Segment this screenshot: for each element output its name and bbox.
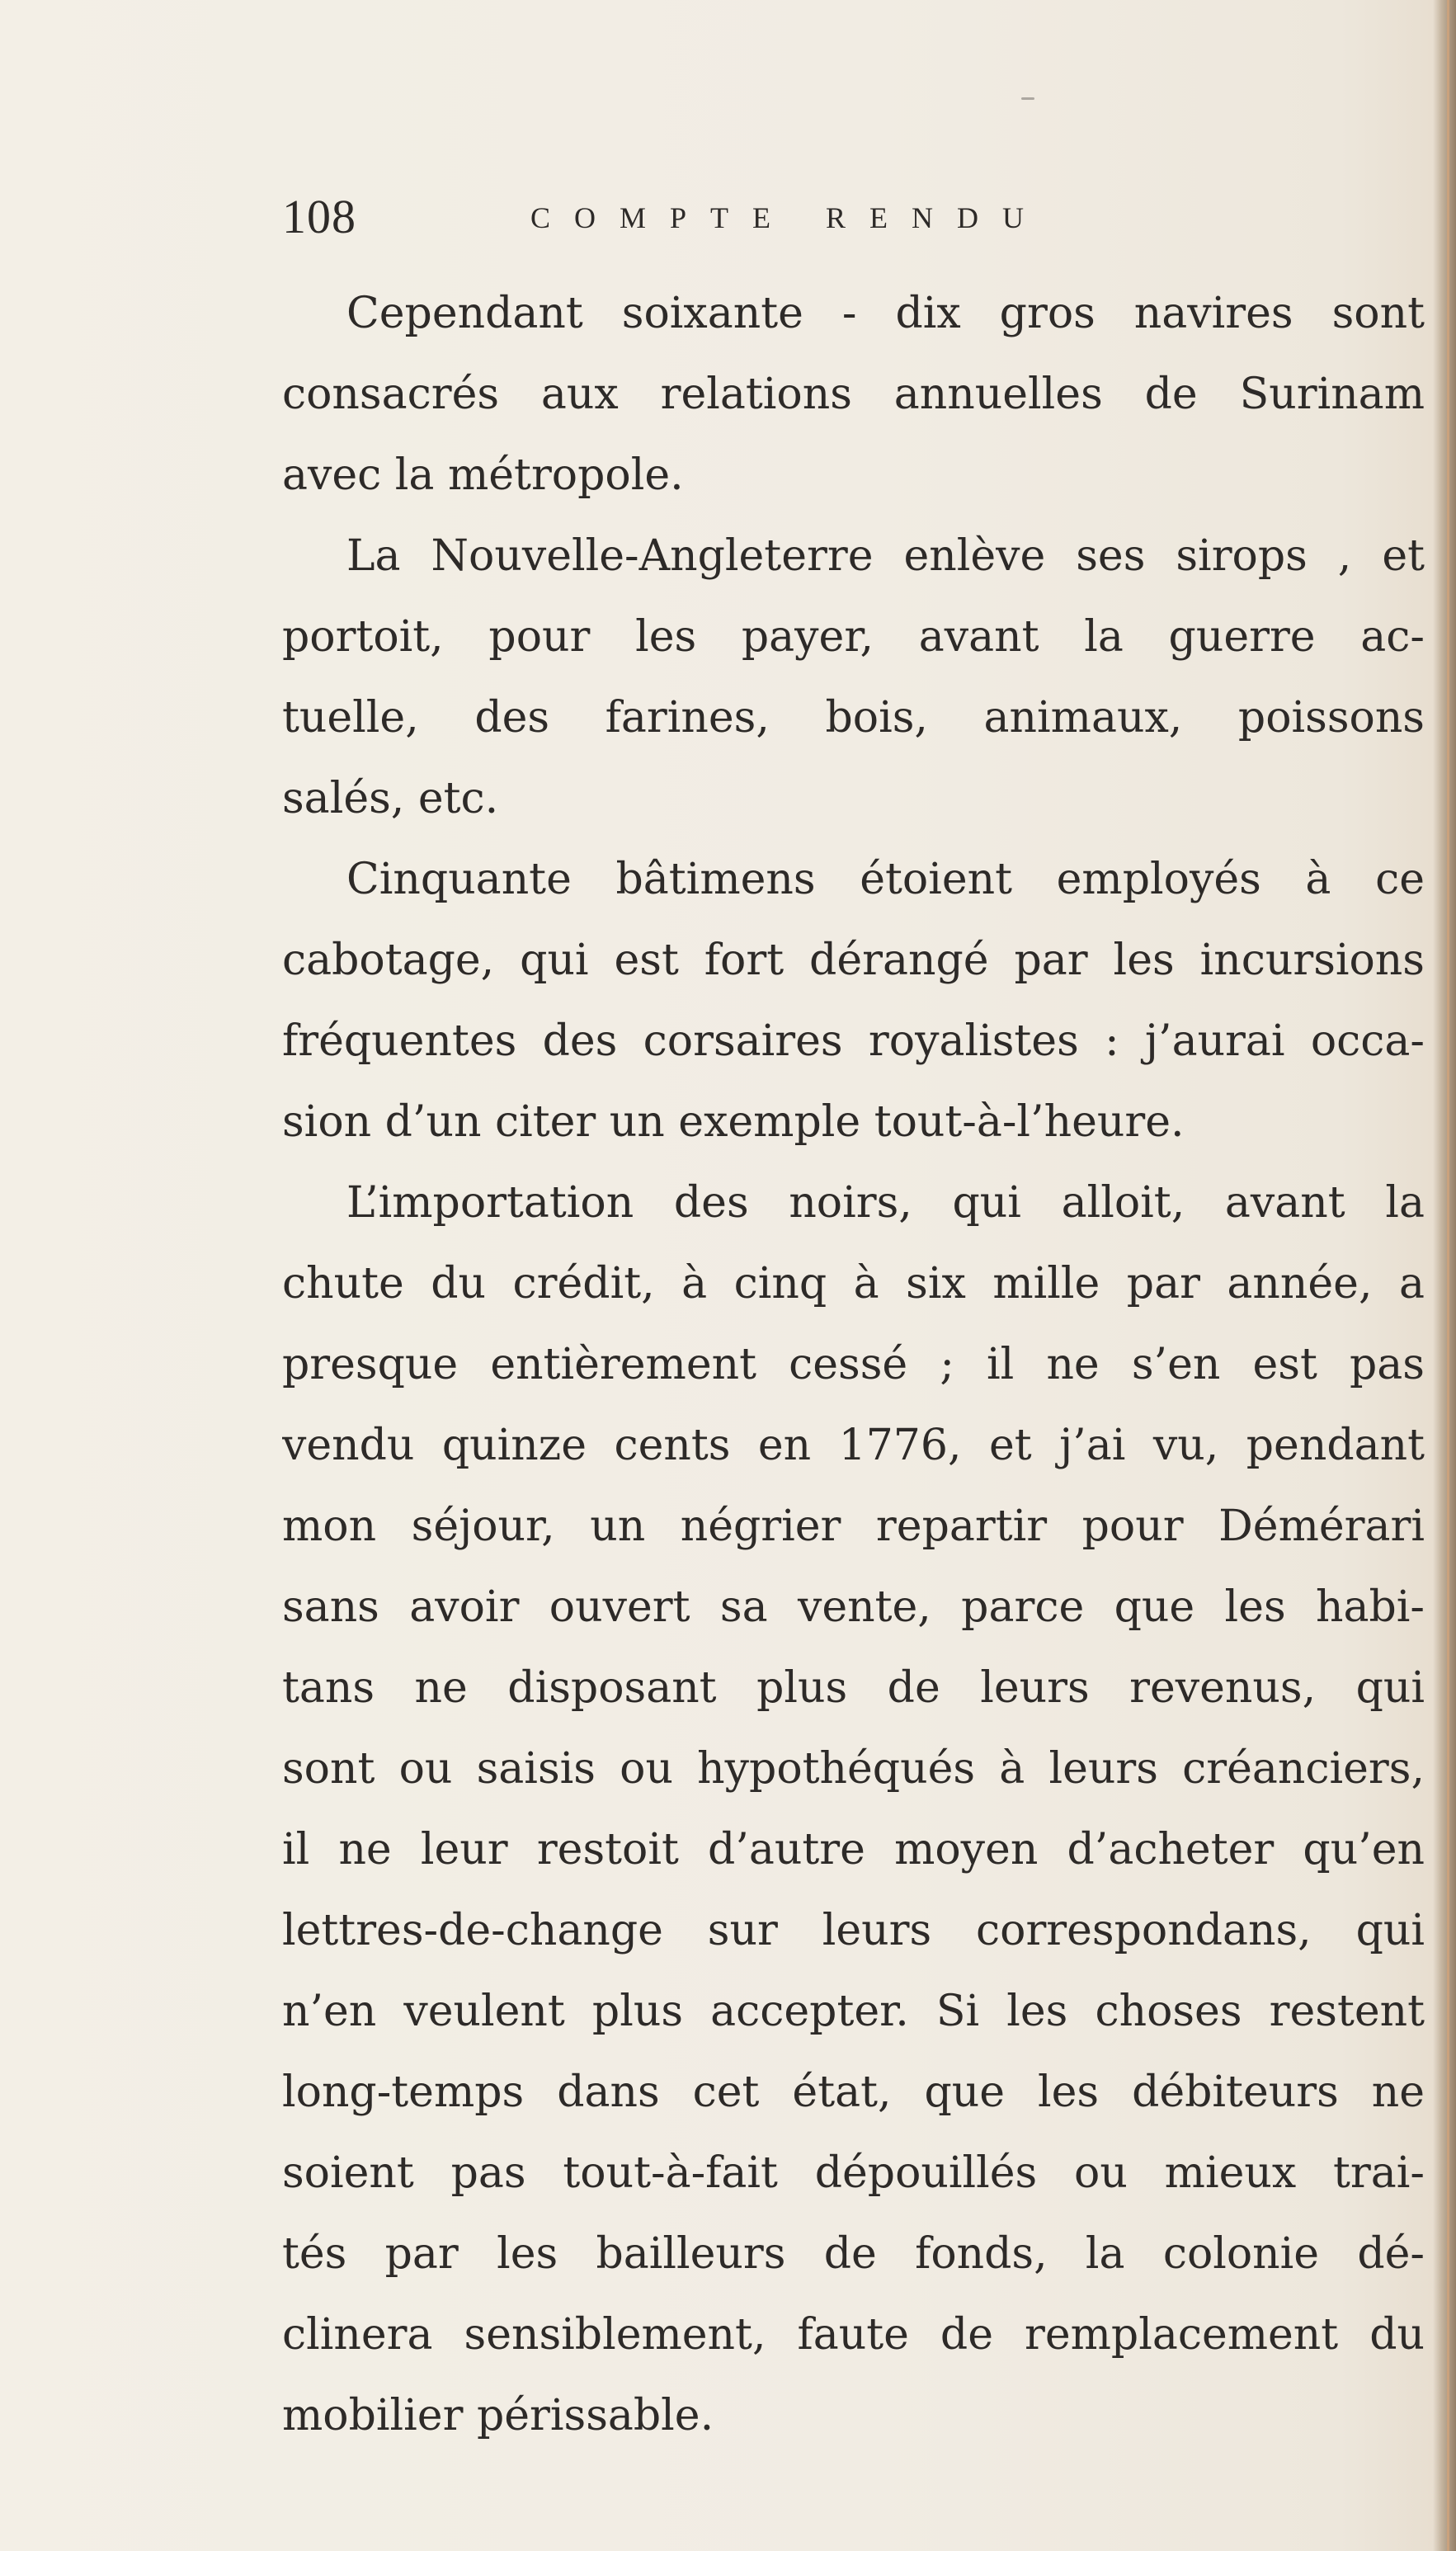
text-line: mon séjour, un négrier repartir pour Démérari xyxy=(282,1502,1425,1551)
text-line: clinera sensiblement, faute de remplacement du xyxy=(282,2310,1425,2360)
text-line: mobilier périssable. xyxy=(282,2391,714,2440)
text-line: L’importation des noirs, qui alloit, avant la xyxy=(346,1178,1425,1228)
text-line: consacrés aux relations annuelles de Surinam xyxy=(282,370,1425,419)
text-line: vendu quinze cents en 1776, et j’ai vu, pendant xyxy=(282,1421,1425,1470)
page-edge-line xyxy=(1447,0,1449,2551)
text-line: sont ou saisis ou hypothéqués à leurs créanciers, xyxy=(282,1744,1425,1794)
page-number: 108 xyxy=(282,190,356,243)
page-header xyxy=(282,190,1355,259)
text-line: portoit, pour les payer, avant la guerre ac- xyxy=(282,612,1425,662)
running-head: COMPTE RENDU xyxy=(530,201,1048,234)
text-line: salés, etc. xyxy=(282,774,499,823)
text-line: sion d’un citer un exemple tout-à-l’heure. xyxy=(282,1097,1185,1147)
text-line: avec la métropole. xyxy=(282,450,684,500)
text-line: il ne leur restoit d’autre moyen d’acheter qu’en xyxy=(282,1825,1425,1874)
text-line: lettres-de-change sur leurs correspondans, qui xyxy=(282,1906,1425,1955)
text-line: cabotage, qui est fort dérangé par les incursions xyxy=(282,936,1425,985)
body-text xyxy=(282,273,1425,2456)
text-line: La Nouvelle-Angleterre enlève ses sirops , et xyxy=(346,531,1425,581)
text-line: fréquentes des corsaires royalistes : j’aurai occa- xyxy=(282,1016,1425,1066)
page-edge-shadow xyxy=(1433,0,1456,2551)
text-line: tés par les bailleurs de fonds, la colonie dé- xyxy=(282,2229,1425,2279)
text-line: soient pas tout-à-fait dépouillés ou mieux trai- xyxy=(282,2148,1425,2198)
text-line: long-temps dans cet état, que les débiteurs ne xyxy=(282,2068,1425,2117)
ink-mark xyxy=(1021,97,1034,100)
text-line: Cinquante bâtimens étoient employés à ce xyxy=(346,855,1425,904)
text-line: Cependant soixante - dix gros navires sont xyxy=(346,289,1425,338)
text-line: presque entièrement cessé ; il ne s’en est pas xyxy=(282,1340,1425,1389)
text-line: tuelle, des farines, bois, animaux, poissons xyxy=(282,693,1425,743)
text-line: sans avoir ouvert sa vente, parce que les habi- xyxy=(282,1582,1425,1632)
text-line: tans ne disposant plus de leurs revenus, qui xyxy=(282,1663,1425,1713)
text-line: chute du crédit, à cinq à six mille par année, a xyxy=(282,1259,1425,1309)
text-line: n’en veulent plus accepter. Si les choses restent xyxy=(282,1987,1425,2036)
